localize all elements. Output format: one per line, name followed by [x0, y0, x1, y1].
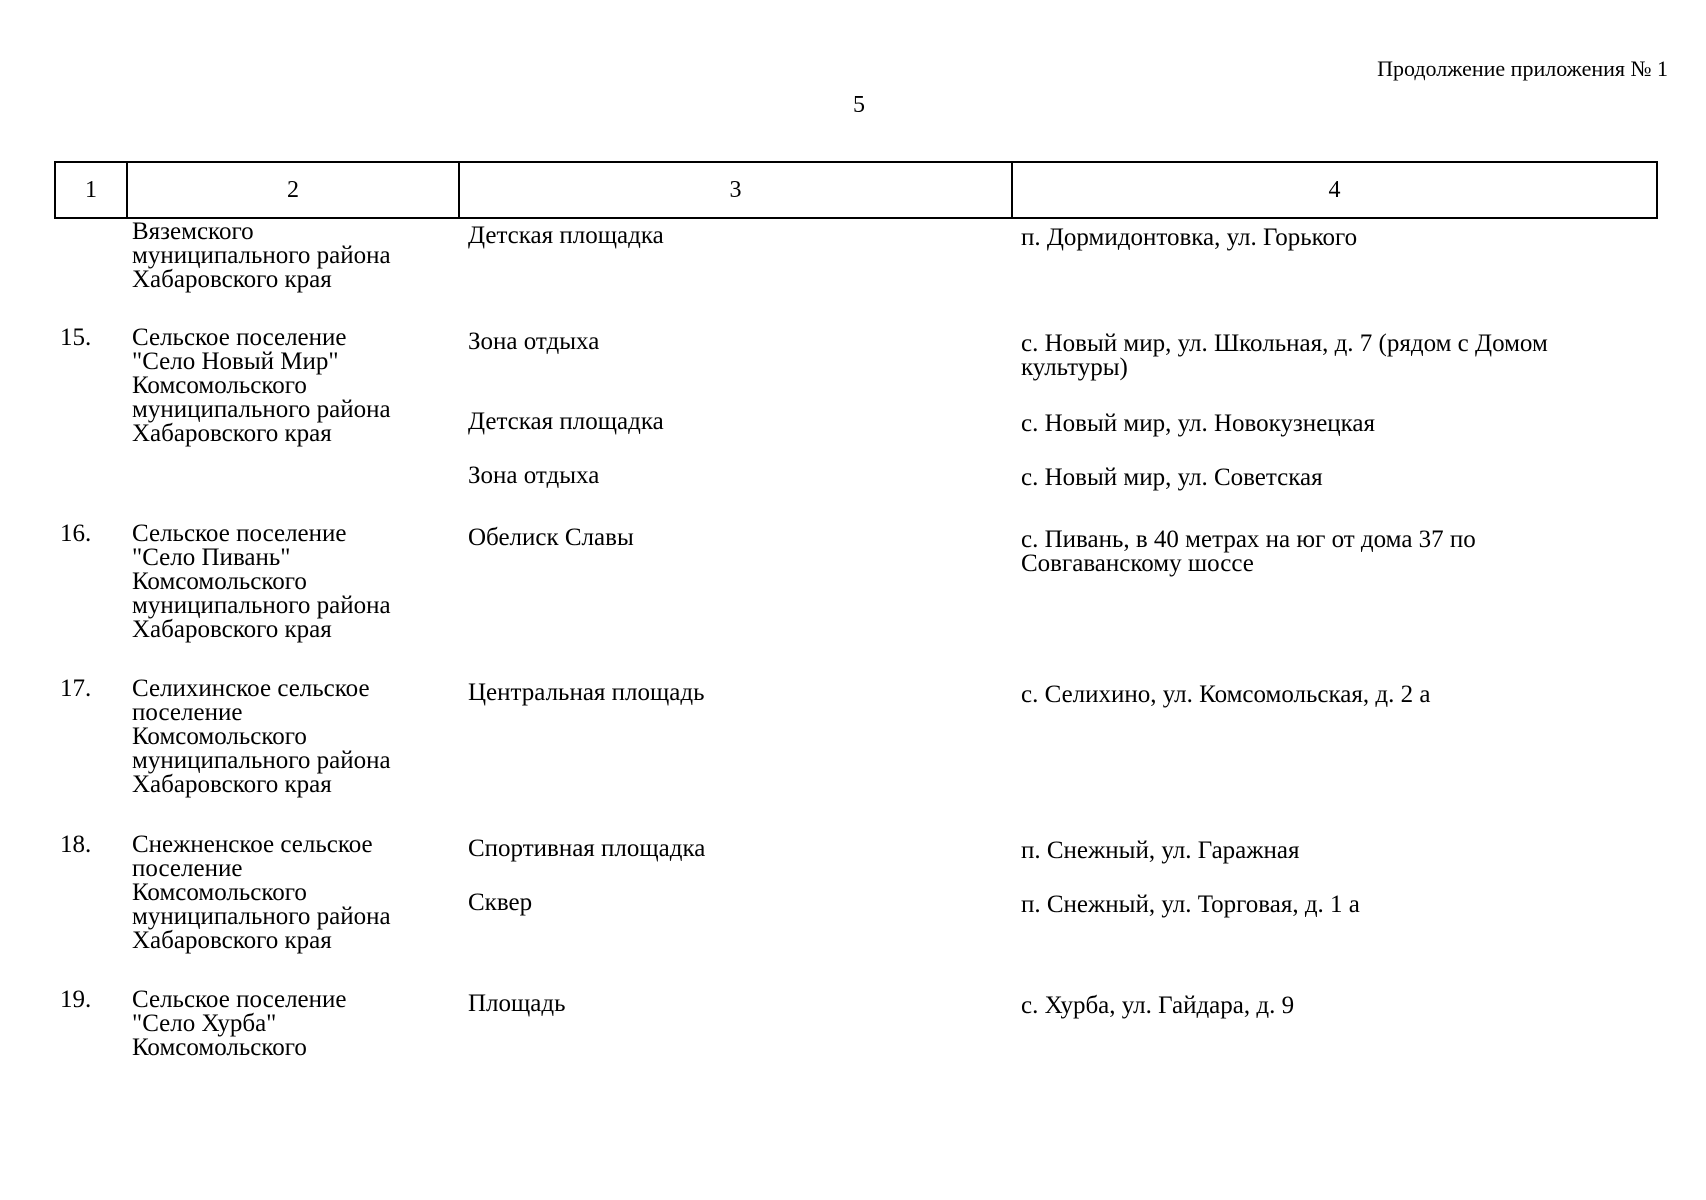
object-address: п. Снежный, ул. Торговая, д. 1 а [1021, 891, 1360, 918]
address-list [1011, 522, 1658, 642]
object-list [458, 677, 1011, 797]
object-name: Обелиск Славы [468, 524, 634, 551]
table-row [54, 988, 1658, 1060]
object-list [458, 522, 1011, 642]
column-header-3: 3 [459, 162, 1012, 218]
row-number: 15. [60, 324, 92, 351]
table-row [54, 833, 1658, 953]
object-name: Зона отдыха [468, 328, 600, 355]
column-header-row [55, 162, 1657, 218]
object-name: Детская площадка [468, 222, 664, 249]
object-list [458, 833, 1011, 953]
municipality-name: Сельское поселение "Село Новый Мир" Комсомольского муниципального района Хабаровского края [132, 324, 391, 447]
object-address: п. Снежный, ул. Гаражная [1021, 837, 1300, 864]
object-name: Зона отдыха [468, 462, 600, 489]
address-list [1011, 833, 1658, 953]
municipality-name: Вяземского муниципального района Хабаровского края [132, 218, 391, 293]
table-row [54, 220, 1658, 292]
object-list [458, 326, 1011, 490]
municipality-name: Селихинское сельское поселение Комсомольского муниципального района Хабаровского края [132, 675, 391, 798]
address-list [1011, 677, 1658, 797]
address-list [1011, 220, 1658, 292]
object-name: Спортивная площадка [468, 835, 706, 862]
object-name: Площадь [468, 990, 566, 1017]
object-name: Центральная площадь [468, 679, 705, 706]
row-number: 18. [60, 831, 92, 858]
column-header-4: 4 [1012, 162, 1657, 218]
object-address: с. Новый мир, ул. Школьная, д. 7 (рядом с Домом культуры) [1021, 330, 1548, 381]
table-row [54, 677, 1658, 797]
municipality-name: Сельское поселение "Село Хурба" Комсомольского [132, 986, 347, 1061]
object-address: с. Селихино, ул. Комсомольская, д. 2 а [1021, 681, 1431, 708]
table-row [54, 522, 1658, 642]
object-name: Детская площадка [468, 408, 664, 435]
table-row [54, 326, 1658, 490]
municipality-name: Снежненское сельское поселение Комсомольского муниципального района Хабаровского края [132, 831, 391, 954]
object-address: с. Пивань, в 40 метрах на юг от дома 37 по Совгаванскому шоссе [1021, 526, 1476, 577]
row-number: 17. [60, 675, 92, 702]
object-name: Сквер [468, 889, 533, 916]
column-header-2: 2 [127, 162, 459, 218]
column-header-table [54, 161, 1658, 219]
continuation-label: Продолжение приложения № 1 [1377, 56, 1668, 81]
address-list [1011, 988, 1658, 1060]
municipality-name: Сельское поселение "Село Пивань" Комсомольского муниципального района Хабаровского края [132, 520, 391, 643]
address-list [1011, 326, 1658, 490]
row-number: 19. [60, 986, 92, 1013]
object-list [458, 220, 1011, 292]
object-address: с. Новый мир, ул. Новокузнецкая [1021, 410, 1376, 437]
object-list [458, 988, 1011, 1060]
object-address: с. Новый мир, ул. Советская [1021, 464, 1323, 491]
column-header-1: 1 [55, 162, 127, 218]
row-number [54, 220, 126, 292]
row-number: 16. [60, 520, 92, 547]
object-address: с. Хурба, ул. Гайдара, д. 9 [1021, 992, 1295, 1019]
page-number: 5 [853, 92, 865, 118]
object-address: п. Дормидонтовка, ул. Горького [1021, 224, 1358, 251]
